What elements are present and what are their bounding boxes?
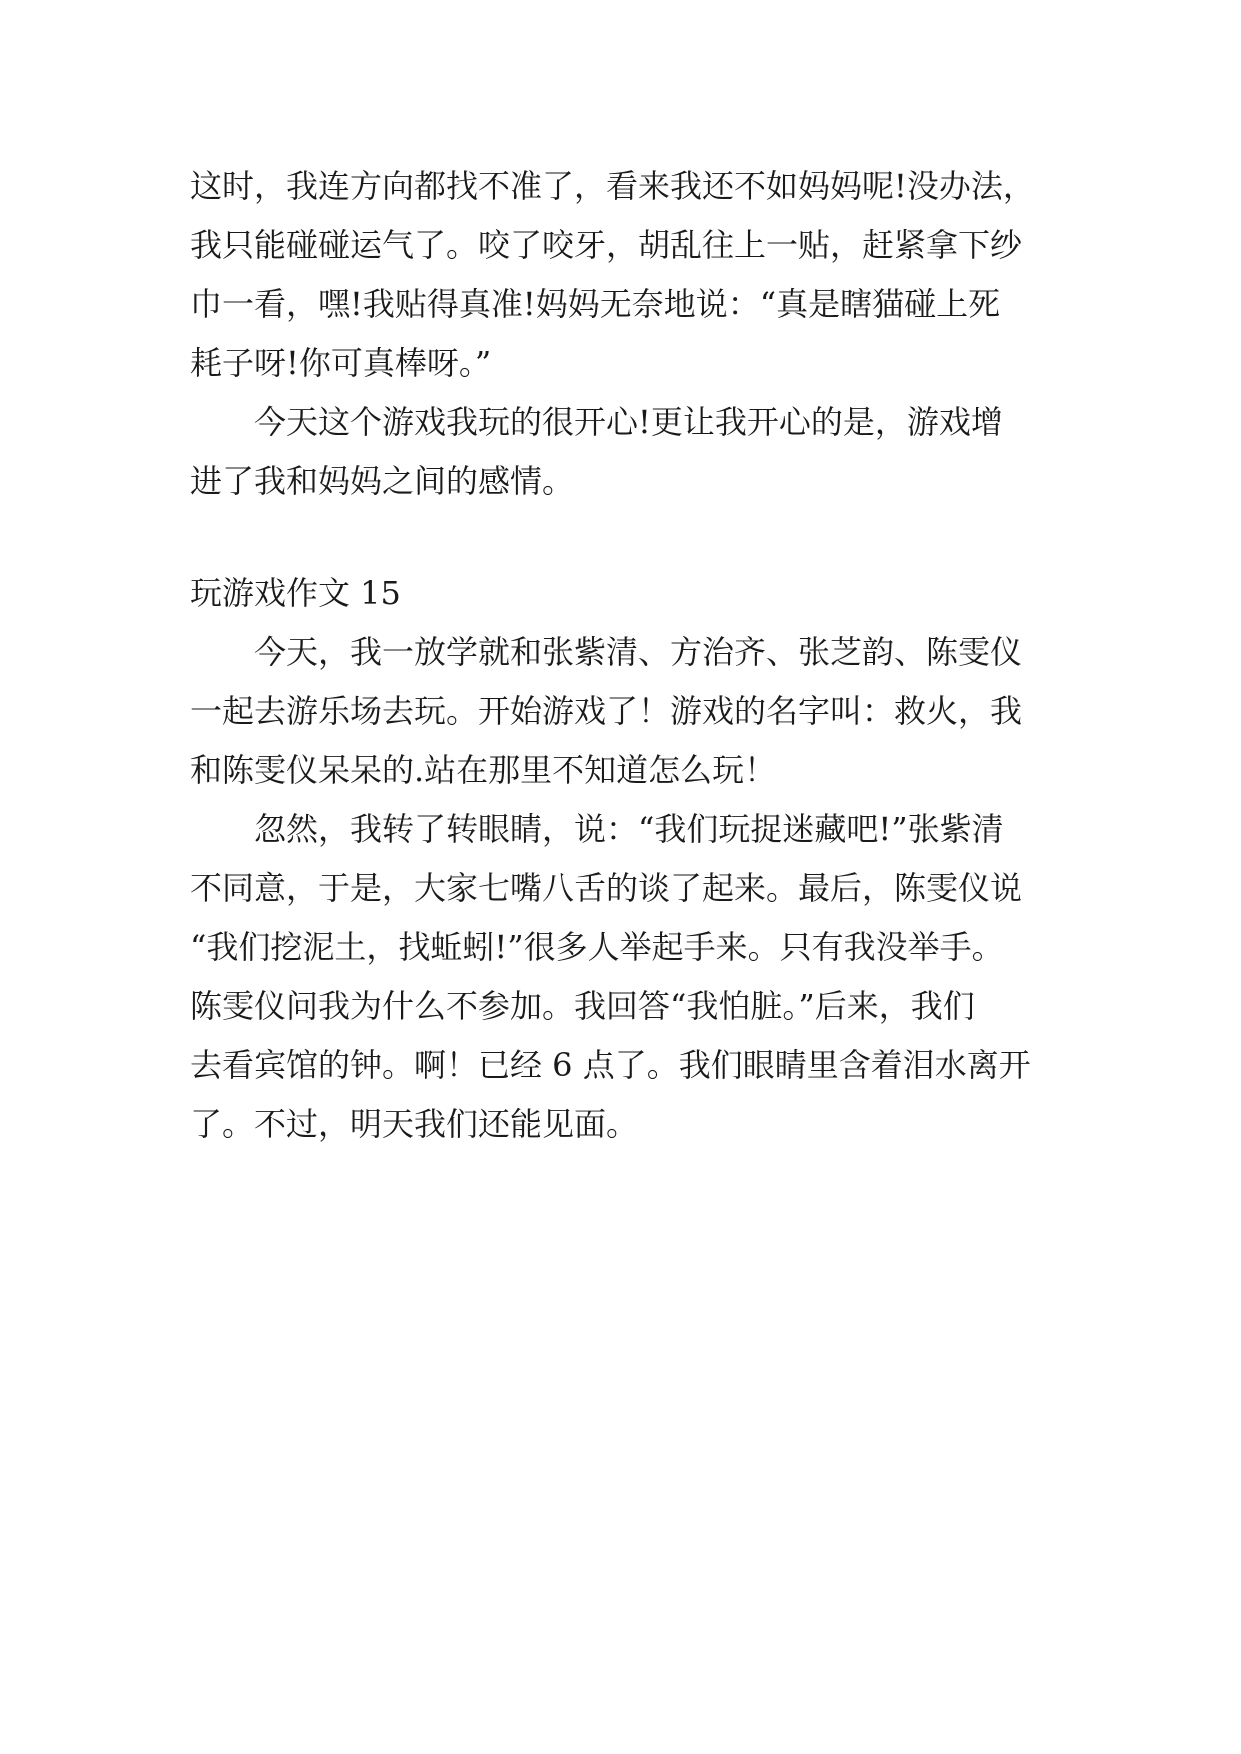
section-heading: 玩游戏作文 15 [190, 574, 401, 612]
paragraph-line: 和陈雯仪呆呆的.站在那里不知道怎么玩！ [190, 751, 777, 789]
paragraph-line: 一起去游乐场去玩。开始游戏了！游戏的名字叫：救火，我 [190, 692, 1023, 730]
paragraph-line: 去看宾馆的钟。啊！已经 6 点了。我们眼睛里含着泪水离开 [190, 1046, 1031, 1084]
paragraph-line: 耗子呀!你可真棒呀。” [190, 344, 492, 382]
paragraph-line: 巾一看，嘿!我贴得真准!妈妈无奈地说：“真是瞎猫碰上死 [190, 285, 1001, 323]
paragraph-line: 忽然，我转了转眼睛，说：“我们玩捉迷藏吧!”张紫清 [254, 810, 1004, 848]
paragraph-line: 我只能碰碰运气了。咬了咬牙，胡乱往上一贴，赶紧拿下纱 [190, 226, 1023, 264]
paragraph-line: 进了我和妈妈之间的感情。 [190, 462, 575, 500]
paragraph-line: 陈雯仪问我为什么不参加。我回答“我怕脏。”后来，我们 [190, 987, 975, 1025]
paragraph-line: 今天这个游戏我玩的很开心!更让我开心的是，游戏增 [254, 403, 1003, 441]
paragraph-line: 今天，我一放学就和张紫清、方治齐、张芝韵、陈雯仪 [254, 633, 1023, 671]
paragraph-line: “我们挖泥土，找蚯蚓!”很多人举起手来。只有我没举手。 [190, 928, 1004, 966]
paragraph-line: 不同意，于是，大家七嘴八舌的谈了起来。最后，陈雯仪说 [190, 869, 1023, 907]
paragraph-line: 了。不过，明天我们还能见面。 [190, 1105, 639, 1143]
paragraph-line: 这时，我连方向都找不准了，看来我还不如妈妈呢!没办法， [190, 167, 1035, 205]
